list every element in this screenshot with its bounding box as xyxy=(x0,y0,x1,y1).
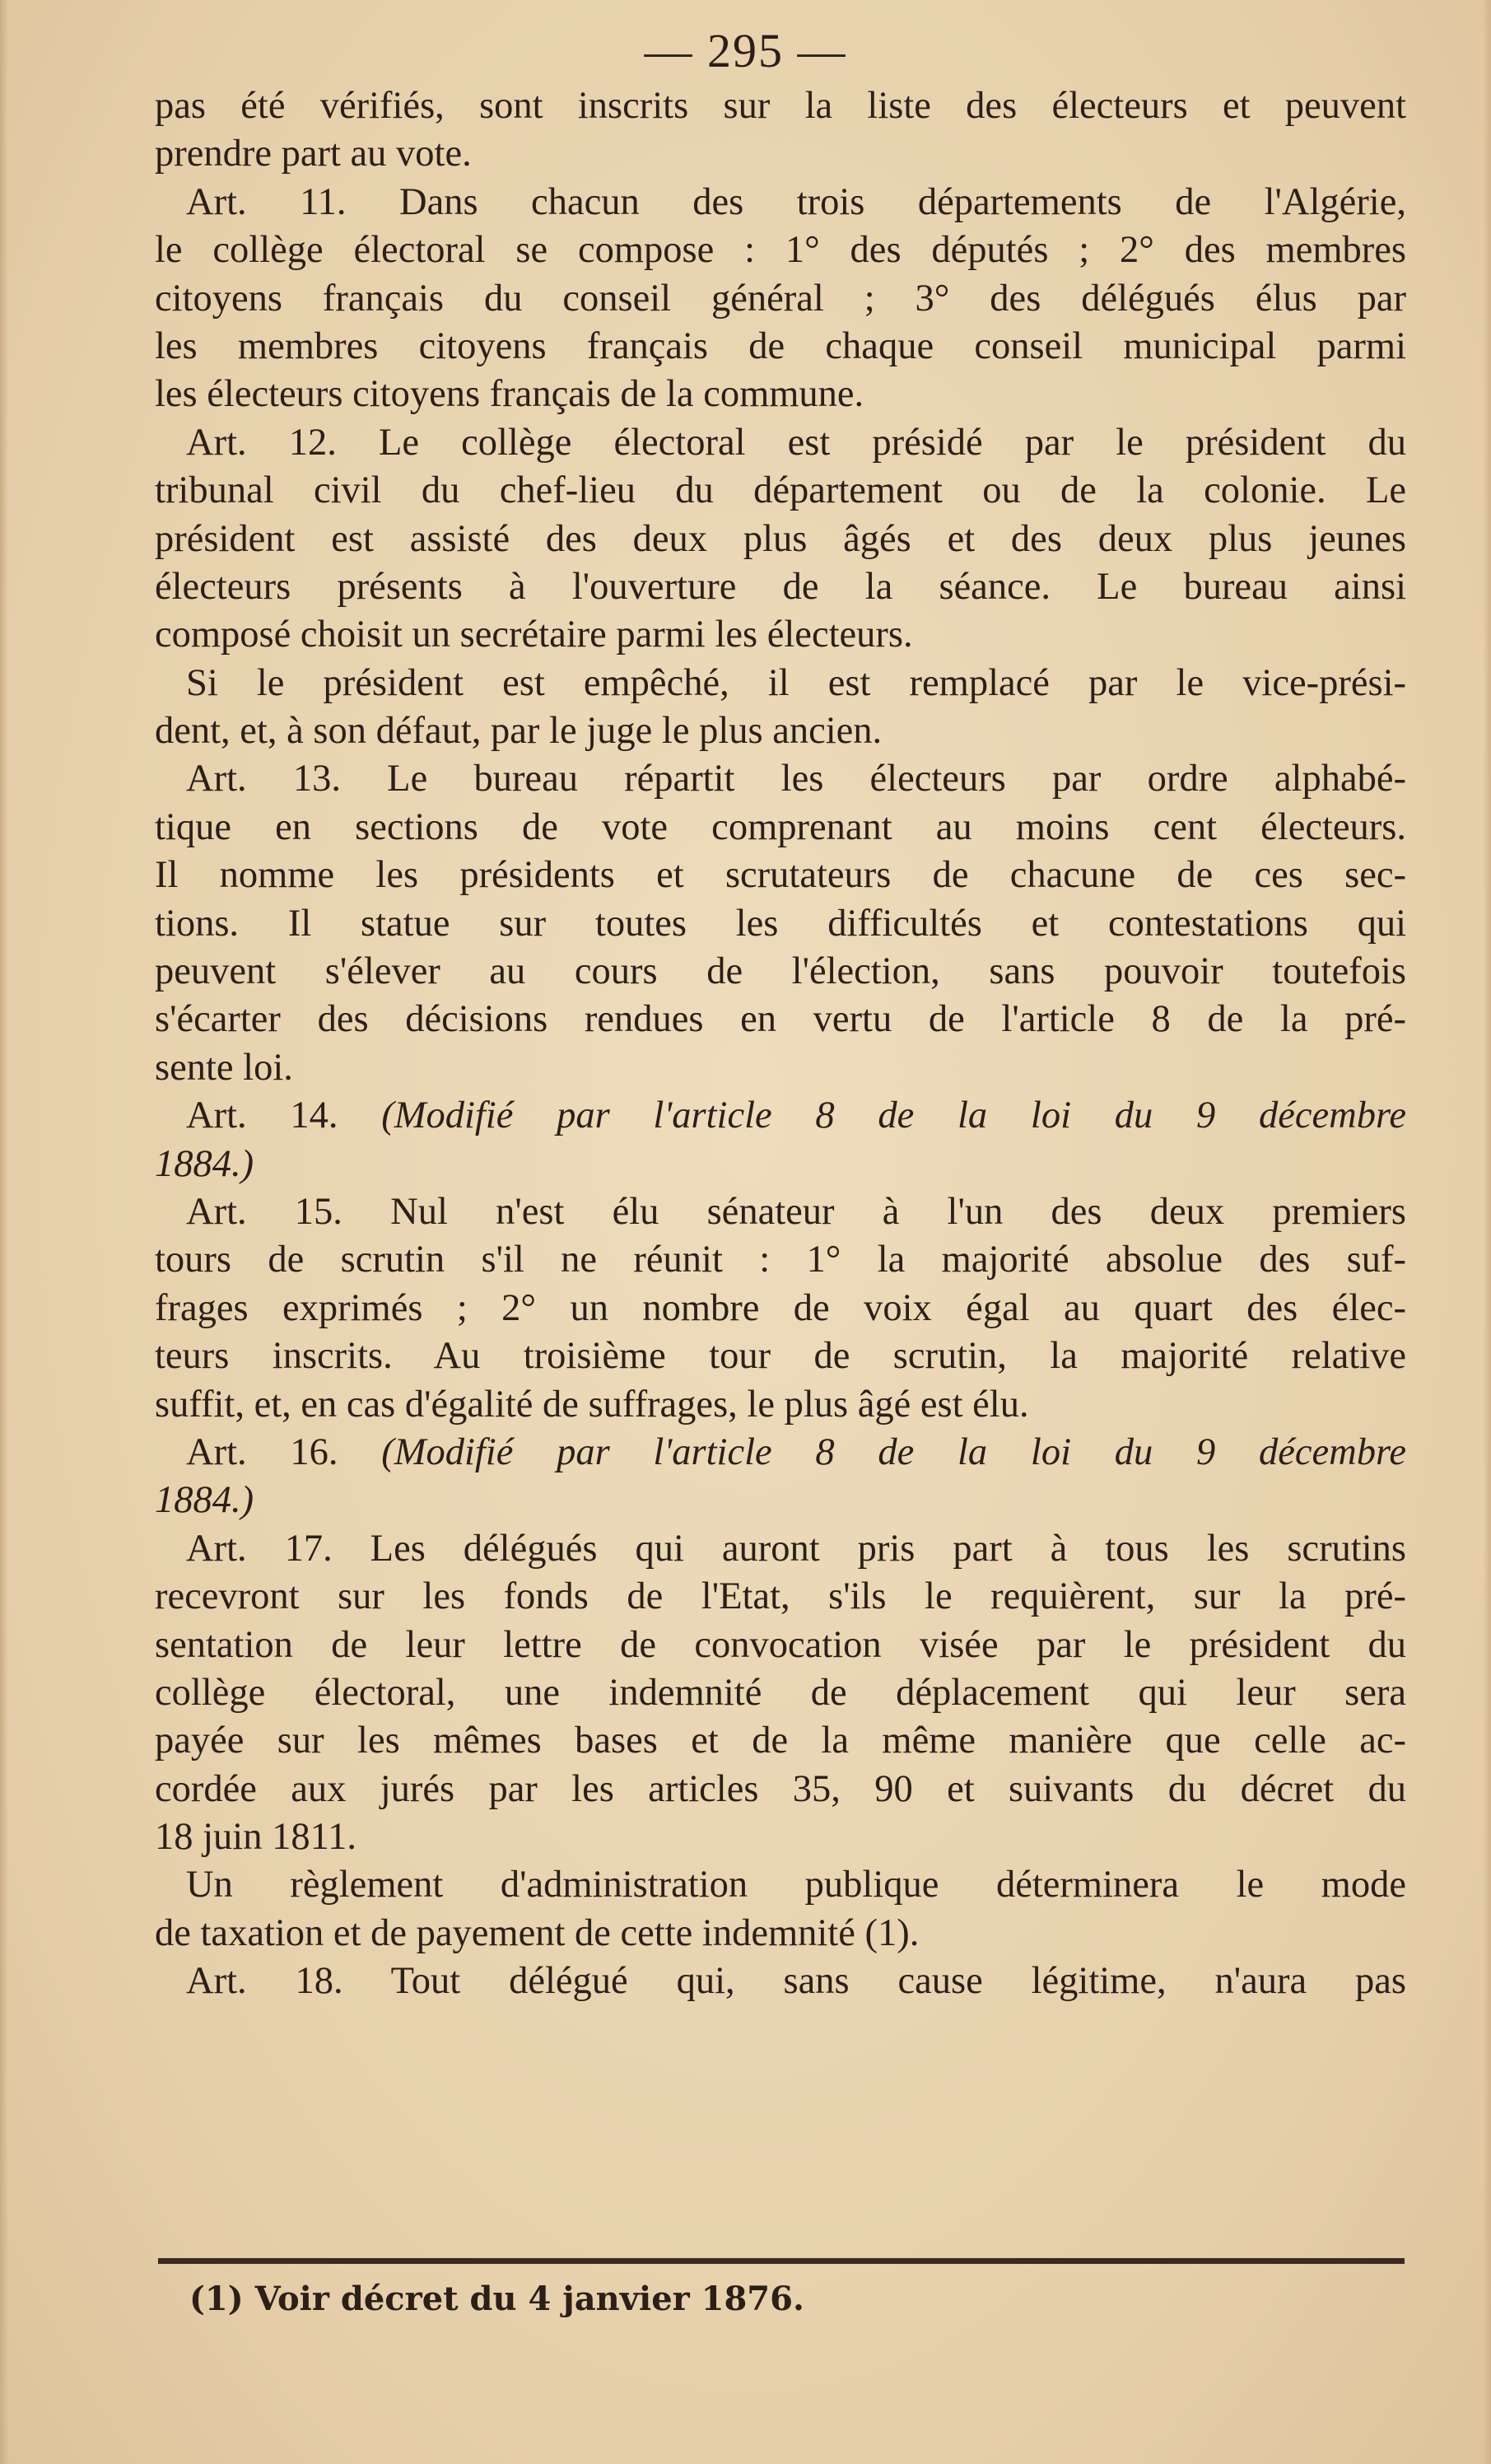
text-line xyxy=(155,660,1406,707)
page-number: — 295 — xyxy=(644,24,847,77)
text-line-content: suffit, et, en cas d'égalité de suffrages, le plus âgé est élu. xyxy=(155,1383,1029,1426)
text-line-content: tique en sections de vote comprenant au moins cent électeurs. xyxy=(155,805,1406,848)
text-line xyxy=(155,130,1406,178)
text-line-content: Art. 11. Dans chacun des trois départements de l'Algérie, xyxy=(186,180,1406,223)
text-line xyxy=(155,852,1406,899)
text-line-content: pas été vérifiés, sont inscrits sur la liste des électeurs et peuvent xyxy=(155,85,1406,127)
text-line-content: tribunal civil du chef-lieu du département ou de la colonie. Le xyxy=(155,469,1406,512)
text-line-content: Art. 16. xyxy=(186,1430,382,1473)
text-line xyxy=(155,948,1406,996)
text-line xyxy=(155,707,1406,755)
text-line xyxy=(155,82,1406,130)
text-line xyxy=(155,1332,1406,1380)
text-line-content: sente loi. xyxy=(155,1046,293,1089)
text-line-content: dent, et, à son défaut, par le juge le plus ancien. xyxy=(155,710,883,753)
text-line xyxy=(155,611,1406,659)
text-line xyxy=(155,1236,1406,1284)
text-line xyxy=(155,563,1406,611)
text-line xyxy=(155,179,1406,226)
text-line xyxy=(155,467,1406,515)
text-line-content: de taxation et de payement de cette indemnité (1). xyxy=(155,1911,920,1954)
text-line-content: tions. Il statue sur toutes les difficultés et contestations qui xyxy=(155,902,1406,945)
text-line-content: recevront sur les fonds de l'Etat, s'ils le requièrent, sur la pré- xyxy=(155,1575,1406,1618)
text-line-content: président est assisté des deux plus âgés et des deux plus jeunes xyxy=(155,517,1406,560)
text-line xyxy=(155,275,1406,323)
text-line-content: composé choisit un secrétaire parmi les électeurs. xyxy=(155,614,913,656)
text-line-content: Art. 17. Les délégués qui auront pris part à tous les scrutins xyxy=(186,1527,1406,1570)
text-line-content: tours de scrutin s'il ne réunit : 1° la majorité absolue des suf- xyxy=(155,1239,1406,1281)
text-line-italic: 1884.) xyxy=(155,1479,254,1522)
text-line xyxy=(155,1813,1406,1861)
text-line xyxy=(155,1285,1406,1332)
text-line-content: frages exprimés ; 2° un nombre de voix égal au quart des élec- xyxy=(155,1286,1406,1329)
text-line-italic: (Modifié par l'article 8 de la loi du 9 décembre xyxy=(381,1094,1406,1137)
text-line-content: électeurs présents à l'ouverture de la séance. Le bureau ainsi xyxy=(155,565,1406,608)
text-line xyxy=(155,1910,1406,1958)
text-line xyxy=(155,1141,1406,1188)
text-line xyxy=(155,1429,1406,1477)
text-line xyxy=(155,1188,1406,1236)
text-line xyxy=(155,1381,1406,1429)
text-line xyxy=(155,1766,1406,1813)
text-line-italic: (Modifié par l'article 8 de la loi du 9 décembre xyxy=(381,1430,1406,1473)
footnote-rule xyxy=(158,2258,1405,2264)
text-line xyxy=(155,1717,1406,1765)
text-line xyxy=(155,1092,1406,1140)
text-line-content: payée sur les mêmes bases et de la même manière que celle ac- xyxy=(155,1720,1406,1762)
footnote: (1) Voir décret du 4 janvier 1876. xyxy=(189,2280,804,2318)
text-line xyxy=(155,516,1406,563)
text-line-content: Art. 13. Le bureau répartit les électeurs par ordre alphabé- xyxy=(186,758,1406,800)
text-line xyxy=(155,1861,1406,1909)
text-line xyxy=(155,1525,1406,1573)
text-line xyxy=(155,323,1406,371)
page-edge-left xyxy=(0,0,8,2464)
text-line-content: le collège électoral se compose : 1° des députés ; 2° des membres xyxy=(155,229,1406,272)
text-line xyxy=(155,419,1406,467)
text-line xyxy=(155,371,1406,418)
text-line xyxy=(155,755,1406,803)
text-line-content: Si le président est empêché, il est remplacé par le vice-prési- xyxy=(186,661,1406,704)
text-line xyxy=(155,1044,1406,1092)
text-line-content: 18 juin 1811. xyxy=(155,1816,356,1859)
text-line xyxy=(155,226,1406,274)
text-line-content: Il nomme les présidents et scrutateurs de chacune de ces sec- xyxy=(155,854,1406,897)
text-line-content: s'écarter des décisions rendues en vertu de l'article 8 de la pré- xyxy=(155,998,1406,1041)
text-line-content: collège électoral, une indemnité de déplacement qui leur sera xyxy=(155,1671,1406,1714)
text-line xyxy=(155,804,1406,852)
text-line-content: Un règlement d'administration publique déterminera le mode xyxy=(186,1864,1406,1906)
text-line xyxy=(155,1958,1406,2005)
text-line-content: cordée aux jurés par les articles 35, 90 et suivants du décret du xyxy=(155,1767,1406,1810)
text-line-content: peuvent s'élever au cours de l'élection, sans pouvoir toutefois xyxy=(155,950,1406,993)
text-line-italic: 1884.) xyxy=(155,1142,254,1185)
text-line xyxy=(155,1573,1406,1621)
text-line xyxy=(155,996,1406,1043)
text-line xyxy=(155,1669,1406,1717)
text-line-content: citoyens français du conseil général ; 3° des délégués élus par xyxy=(155,277,1406,320)
text-line-content: Art. 12. Le collège électoral est présidé par le président du xyxy=(186,421,1406,464)
body-text xyxy=(155,82,1406,2006)
text-line xyxy=(155,1477,1406,1524)
text-line-content: Art. 15. Nul n'est élu sénateur à l'un des deux premiers xyxy=(186,1190,1406,1233)
text-line-content: les membres citoyens français de chaque conseil municipal parmi xyxy=(155,324,1406,367)
page-edge-right xyxy=(1483,0,1491,2464)
text-line xyxy=(155,900,1406,948)
text-line-content: Art. 14. xyxy=(186,1094,382,1137)
text-line xyxy=(155,1622,1406,1669)
text-line-content: teurs inscrits. Au troisième tour de scrutin, la majorité relative xyxy=(155,1335,1406,1378)
text-line-content: Art. 18. Tout délégué qui, sans cause légitime, n'aura pas xyxy=(186,1960,1406,2003)
text-line-content: les électeurs citoyens français de la commune. xyxy=(155,373,864,416)
text-line-content: sentation de leur lettre de convocation visée par le président du xyxy=(155,1623,1406,1666)
text-line-content: prendre part au vote. xyxy=(155,133,472,175)
